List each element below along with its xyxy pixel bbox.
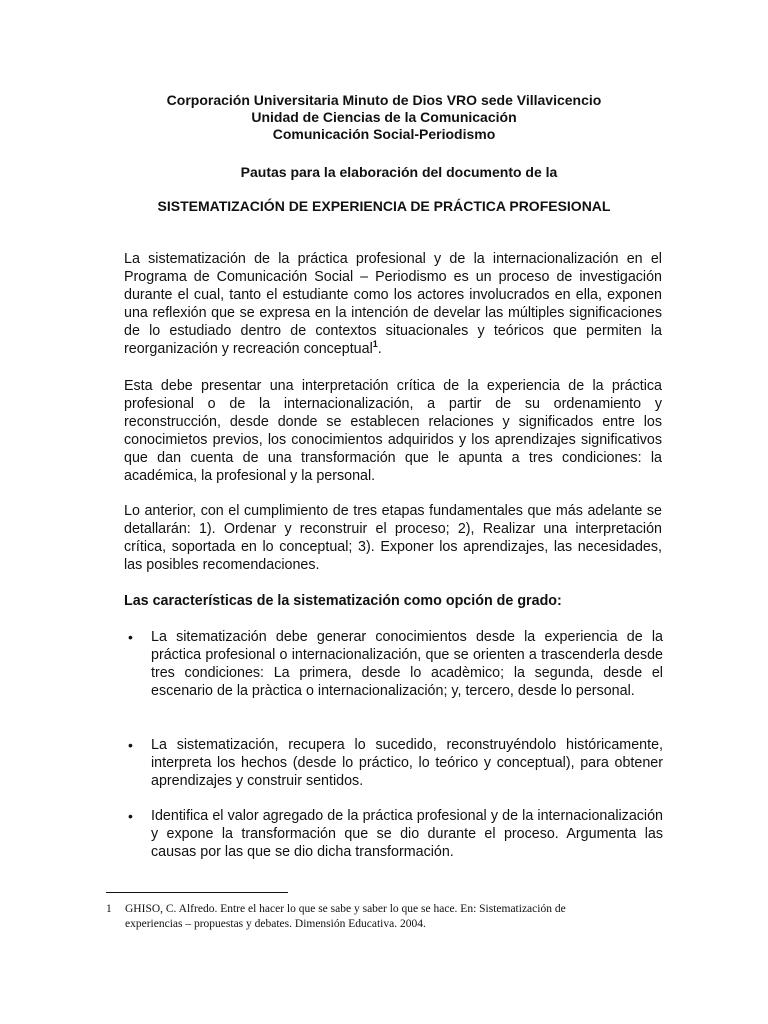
list-item-text: La sistematización, recupera lo sucedido, reconstruyéndolo históricamente, interpreta los hechos (desde lo práctico, lo teórico y conceptual), para obtener aprendizajes y construir sentidos. [151,737,663,789]
document-subtitle: Pautas para la elaboración del documento de la [240,164,558,180]
paragraph-interpretation: Esta debe presentar una interpretación crítica de la experiencia de la práctica profesional o de la internacionalización, a partir de su ordenamiento y reconstrucción, desde donde se establecen relaciones y significados entre los conocimietos previos, los conocimientos adquiridos y los aprendizajes significativos que dan cuenta de una transformación que le apunta a tres condiciones: la académica, la profesional y la personal. [124,378,662,484]
footnote-number: 1 [106,903,112,915]
footnote-separator [106,892,288,893]
institution-name: Corporación Universitaria Minuto de Dios VRO sede Villavicencio [166,92,602,108]
footnote-text: GHISO, C. Alfredo. Entre el hacer lo que se sabe y saber lo que se hace. En: Sistematización de experiencias – propuestas y debates. Dimensión Educativa. 2004. [125,903,566,930]
paragraph-intro [124,250,662,358]
list-item-text: Identifica el valor agregado de la práctica profesional y de la internacionalización y expone la transformación que se dio durante el proceso. Argumenta las causas por las que se dio dicha transformación. [151,808,663,860]
document-title: SISTEMATIZACIÓN DE EXPERIENCIA DE PRÁCTICA PROFESIONAL [157,198,611,214]
bullet-icon: • [128,737,133,753]
characteristics-heading: Las características de la sistematización como opción de grado: [124,593,562,609]
list-item-text: La sitematización debe generar conocimientos desde la experiencia de la práctica profesional o internacionalización, que se orienten a trascenderla desde tres condiciones: La primera, desde lo acadèmico; la segunda, desde el escenario de la pràctica o internacionalización; y, tercero, desde lo personal. [151,629,663,699]
footnote-reference[interactable]: 1 [372,339,378,350]
unit-name: Unidad de Ciencias de la Comunicación [251,109,517,125]
paragraph-stages: Lo anterior, con el cumplimiento de tres etapas fundamentales que más adelante se detallarán: 1). Ordenar y reconstruir el proceso; 2), Realizar una interpretación crítica, soportada en lo conceptual; 3). Exponer los aprendizajes, las necesidades, las posibles recomendaciones. [124,503,662,573]
bullet-icon: • [128,629,133,645]
paragraph-intro-text: La sistematización de la práctica profesional y de la internacionalización en el Programa de Comunicación Social – Periodismo es un proceso de investigación durante el cual, tanto el estudiante como los actores involucrados en ella, exponen una reflexión que se expresa en la intención de develar las múltiples significaciones de lo estudiado dentro de contextos situacionales y teóricos que permiten la reorganización y recreación conceptual [124,251,662,357]
bullet-icon: • [128,808,133,824]
paragraph-intro-end: . [377,341,382,357]
program-name: Comunicación Social-Periodismo [272,126,496,142]
